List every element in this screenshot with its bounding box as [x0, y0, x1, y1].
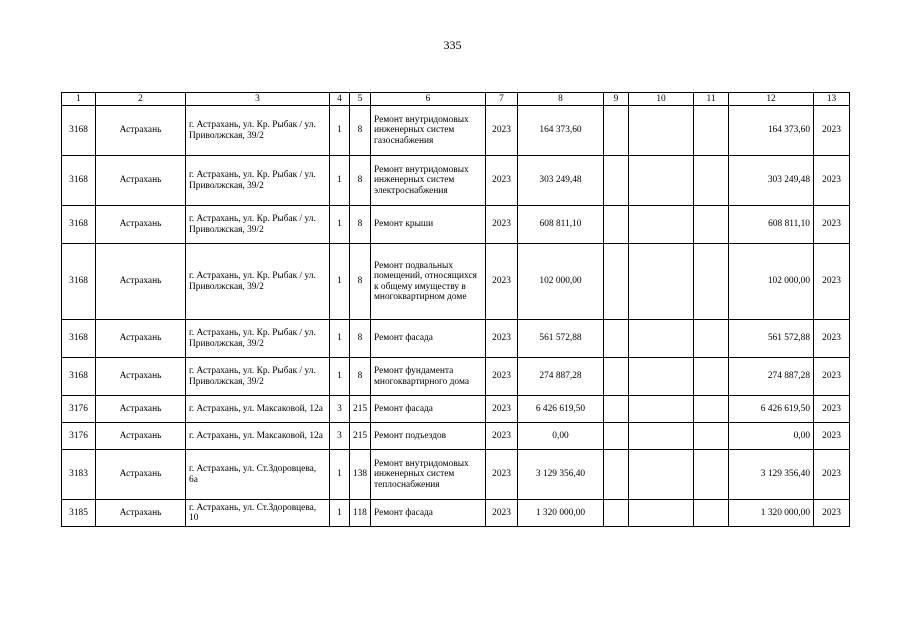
column-header: 13: [814, 93, 850, 106]
cell-completion-year: 2023: [814, 206, 850, 244]
column-header: 6: [371, 93, 486, 106]
cell-total-cost: 0,00: [729, 423, 814, 450]
cell-total-cost: 6 426 619,50: [729, 396, 814, 423]
cell-col-4: 3: [330, 423, 350, 450]
table-row: [62, 450, 850, 500]
cell-col-11: [694, 156, 729, 206]
cell-cost: 102 000,00: [518, 244, 604, 320]
cell-work-type: Ремонт внутридомовых инженерных систем теплоснабжения: [371, 450, 486, 500]
cell-code: 3168: [62, 156, 96, 206]
cell-completion-year: 2023: [814, 320, 850, 358]
table-row: [62, 206, 850, 244]
column-header: 12: [729, 93, 814, 106]
cell-col-11: [694, 206, 729, 244]
cell-year: 2023: [486, 320, 518, 358]
cell-address: г. Астрахань, ул. Кр. Рыбак / ул. Приволжская, 39/2: [186, 206, 330, 244]
cell-work-type: Ремонт внутридомовых инженерных систем газоснабжения: [371, 106, 486, 156]
column-header: 5: [350, 93, 371, 106]
cell-work-type: Ремонт фасада: [371, 320, 486, 358]
cell-year: 2023: [486, 423, 518, 450]
cell-municipality: Астрахань: [96, 206, 186, 244]
cell-col-11: [694, 106, 729, 156]
cell-cost: 0,00: [518, 423, 604, 450]
cell-municipality: Астрахань: [96, 396, 186, 423]
cell-year: 2023: [486, 106, 518, 156]
cell-cost: 6 426 619,50: [518, 396, 604, 423]
cell-work-type: Ремонт фасада: [371, 396, 486, 423]
cell-code: 3168: [62, 106, 96, 156]
cell-completion-year: 2023: [814, 156, 850, 206]
cell-col-5: 138: [350, 450, 371, 500]
column-header: 10: [629, 93, 694, 106]
cell-col-4: 1: [330, 320, 350, 358]
cell-col-9: [604, 206, 629, 244]
cell-total-cost: 303 249,48: [729, 156, 814, 206]
cell-col-5: 8: [350, 358, 371, 396]
cell-code: 3176: [62, 396, 96, 423]
cell-work-type: Ремонт внутридомовых инженерных систем электроснабжения: [371, 156, 486, 206]
cell-col-4: 1: [330, 156, 350, 206]
cell-col-4: 1: [330, 244, 350, 320]
cell-address: г. Астрахань, ул. Ст.Здоровцева, 10: [186, 500, 330, 527]
cell-municipality: Астрахань: [96, 320, 186, 358]
cell-cost: 561 572,88: [518, 320, 604, 358]
cell-col-11: [694, 320, 729, 358]
cell-total-cost: 3 129 356,40: [729, 450, 814, 500]
cell-col-10: [629, 396, 694, 423]
cell-code: 3176: [62, 423, 96, 450]
column-header: 9: [604, 93, 629, 106]
cell-municipality: Астрахань: [96, 106, 186, 156]
cell-work-type: Ремонт крыши: [371, 206, 486, 244]
cell-col-9: [604, 320, 629, 358]
cell-code: 3168: [62, 206, 96, 244]
cell-municipality: Астрахань: [96, 423, 186, 450]
table-row: [62, 106, 850, 156]
cell-col-10: [629, 244, 694, 320]
table-header-row: [62, 93, 850, 106]
cell-address: г. Астрахань, ул. Ст.Здоровцева, 6а: [186, 450, 330, 500]
cell-address: г. Астрахань, ул. Кр. Рыбак / ул. Приволжская, 39/2: [186, 320, 330, 358]
cell-cost: 303 249,48: [518, 156, 604, 206]
cell-col-10: [629, 500, 694, 527]
column-header: 4: [330, 93, 350, 106]
cell-col-5: 215: [350, 396, 371, 423]
column-header: 7: [486, 93, 518, 106]
cell-col-10: [629, 156, 694, 206]
cell-code: 3185: [62, 500, 96, 527]
cell-municipality: Астрахань: [96, 156, 186, 206]
cell-cost: 274 887,28: [518, 358, 604, 396]
cell-cost: 164 373,60: [518, 106, 604, 156]
cell-col-11: [694, 358, 729, 396]
cell-address: г. Астрахань, ул. Максаковой, 12а: [186, 423, 330, 450]
cell-cost: 608 811,10: [518, 206, 604, 244]
table-row: [62, 156, 850, 206]
cell-municipality: Астрахань: [96, 450, 186, 500]
cell-code: 3168: [62, 244, 96, 320]
cell-total-cost: 1 320 000,00: [729, 500, 814, 527]
cell-completion-year: 2023: [814, 244, 850, 320]
cell-col-4: 1: [330, 500, 350, 527]
cell-col-4: 1: [330, 106, 350, 156]
cell-total-cost: 274 887,28: [729, 358, 814, 396]
cell-completion-year: 2023: [814, 500, 850, 527]
cell-total-cost: 608 811,10: [729, 206, 814, 244]
cell-col-10: [629, 423, 694, 450]
cell-col-9: [604, 358, 629, 396]
cell-address: г. Астрахань, ул. Максаковой, 12а: [186, 396, 330, 423]
cell-completion-year: 2023: [814, 106, 850, 156]
table-row: [62, 423, 850, 450]
cell-col-9: [604, 106, 629, 156]
cell-col-11: [694, 244, 729, 320]
cell-col-5: 8: [350, 244, 371, 320]
column-header: 2: [96, 93, 186, 106]
cell-address: г. Астрахань, ул. Кр. Рыбак / ул. Приволжская, 39/2: [186, 156, 330, 206]
cell-col-5: 8: [350, 156, 371, 206]
cell-col-9: [604, 244, 629, 320]
cell-work-type: Ремонт подъездов: [371, 423, 486, 450]
cell-col-11: [694, 500, 729, 527]
column-header: 8: [518, 93, 604, 106]
cell-col-9: [604, 396, 629, 423]
cell-year: 2023: [486, 396, 518, 423]
table-row: [62, 358, 850, 396]
repair-plan-table: [61, 92, 850, 527]
cell-col-4: 1: [330, 450, 350, 500]
table-row: [62, 396, 850, 423]
cell-col-9: [604, 156, 629, 206]
cell-municipality: Астрахань: [96, 500, 186, 527]
cell-address: г. Астрахань, ул. Кр. Рыбак / ул. Приволжская, 39/2: [186, 106, 330, 156]
cell-col-9: [604, 423, 629, 450]
cell-col-10: [629, 106, 694, 156]
cell-completion-year: 2023: [814, 450, 850, 500]
cell-address: г. Астрахань, ул. Кр. Рыбак / ул. Приволжская, 39/2: [186, 358, 330, 396]
cell-work-type: Ремонт фундамента многоквартирного дома: [371, 358, 486, 396]
cell-col-10: [629, 450, 694, 500]
cell-col-9: [604, 450, 629, 500]
cell-col-5: 215: [350, 423, 371, 450]
column-header: 1: [62, 93, 96, 106]
page-number: 335: [443, 38, 462, 52]
cell-municipality: Астрахань: [96, 244, 186, 320]
table-row: [62, 244, 850, 320]
cell-year: 2023: [486, 450, 518, 500]
cell-col-10: [629, 320, 694, 358]
cell-cost: 3 129 356,40: [518, 450, 604, 500]
cell-total-cost: 164 373,60: [729, 106, 814, 156]
cell-work-type: Ремонт подвальных помещений, относящихся к общему имуществу в многоквартирном доме: [371, 244, 486, 320]
cell-col-11: [694, 396, 729, 423]
cell-col-11: [694, 423, 729, 450]
cell-year: 2023: [486, 358, 518, 396]
cell-col-11: [694, 450, 729, 500]
cell-col-5: 8: [350, 206, 371, 244]
cell-code: 3168: [62, 358, 96, 396]
column-header: 3: [186, 93, 330, 106]
table-row: [62, 500, 850, 527]
cell-year: 2023: [486, 206, 518, 244]
cell-col-9: [604, 500, 629, 527]
cell-cost: 1 320 000,00: [518, 500, 604, 527]
cell-completion-year: 2023: [814, 396, 850, 423]
cell-completion-year: 2023: [814, 358, 850, 396]
cell-col-10: [629, 206, 694, 244]
cell-work-type: Ремонт фасада: [371, 500, 486, 527]
column-header: 11: [694, 93, 729, 106]
cell-col-4: 3: [330, 396, 350, 423]
table-row: [62, 320, 850, 358]
cell-code: 3168: [62, 320, 96, 358]
cell-municipality: Астрахань: [96, 358, 186, 396]
cell-address: г. Астрахань, ул. Кр. Рыбак / ул. Приволжская, 39/2: [186, 244, 330, 320]
cell-col-5: 8: [350, 106, 371, 156]
cell-year: 2023: [486, 156, 518, 206]
cell-col-5: 8: [350, 320, 371, 358]
cell-year: 2023: [486, 500, 518, 527]
cell-code: 3183: [62, 450, 96, 500]
cell-total-cost: 102 000,00: [729, 244, 814, 320]
cell-col-4: 1: [330, 358, 350, 396]
cell-completion-year: 2023: [814, 423, 850, 450]
cell-total-cost: 561 572,88: [729, 320, 814, 358]
cell-col-4: 1: [330, 206, 350, 244]
cell-year: 2023: [486, 244, 518, 320]
cell-col-10: [629, 358, 694, 396]
cell-col-5: 118: [350, 500, 371, 527]
